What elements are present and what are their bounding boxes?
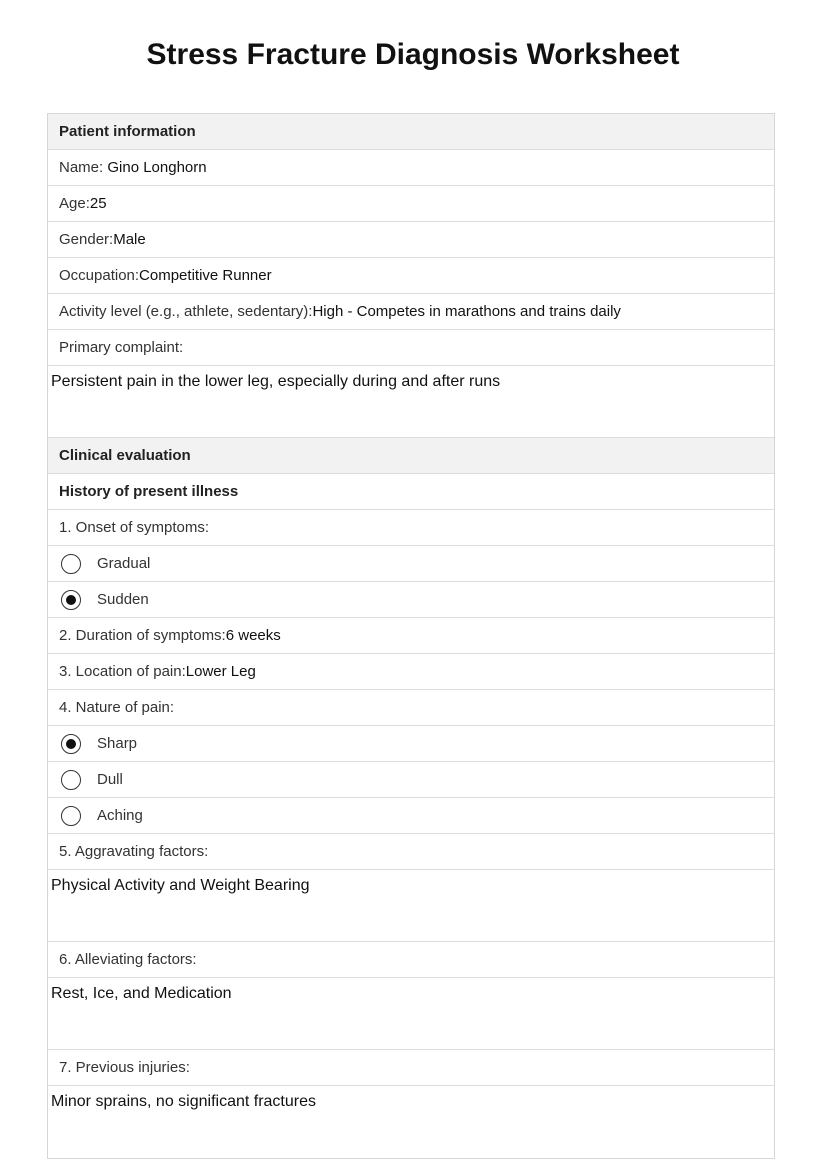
section-header-patient-information: Patient information [48, 114, 774, 150]
nature-option-label: Aching [97, 807, 143, 824]
nature-option-label: Dull [97, 771, 123, 788]
name-label: Name: [59, 159, 108, 176]
location-label: 3. Location of pain: [59, 663, 186, 680]
nature-option-sharp[interactable] [48, 726, 774, 762]
section-header-clinical-evaluation: Clinical evaluation [48, 438, 774, 474]
subsection-history-of-present-illness: History of present illness [48, 474, 774, 510]
nature-option-label: Sharp [97, 735, 138, 752]
age-row [48, 186, 774, 222]
activity-level-field[interactable]: High - Competes in marathons and trains daily [312, 303, 621, 320]
duration-field[interactable]: 6 weeks [225, 627, 281, 644]
previous-injuries-label: 7. Previous injuries: [59, 1059, 190, 1076]
onset-label: 1. Onset of symptoms: [59, 519, 210, 536]
previous-injuries-field[interactable]: Minor sprains, no significant fractures [51, 1093, 316, 1110]
radio-button-sharp[interactable] [61, 734, 81, 754]
duration-row [48, 618, 774, 654]
radio-button-gradual[interactable] [61, 554, 81, 574]
alleviating-factors-row [48, 942, 774, 978]
radio-selected-dot [66, 595, 76, 605]
location-row [48, 654, 774, 690]
onset-option-label: Gradual [97, 555, 151, 572]
aggravating-factors-field[interactable]: Physical Activity and Weight Bearing [48, 870, 774, 942]
gender-label: Gender: [59, 231, 114, 248]
nature-option-aching[interactable] [48, 798, 774, 834]
duration-label: 2. Duration of symptoms: [59, 627, 226, 644]
radio-button-dull[interactable] [61, 770, 81, 790]
onset-option-label: Sudden [97, 591, 149, 608]
location-field[interactable]: Lower Leg [185, 663, 256, 680]
name-field[interactable]: Gino Longhorn [107, 159, 207, 176]
radio-button-aching[interactable] [61, 806, 81, 826]
gender-row [48, 222, 774, 258]
worksheet-form [47, 113, 775, 1159]
primary-complaint-field[interactable]: Persistent pain in the lower leg, especially during and after runs [48, 366, 774, 438]
onset-option-sudden[interactable] [48, 582, 774, 618]
nature-option-dull[interactable] [48, 762, 774, 798]
aggravating-factors-row [48, 834, 774, 870]
occupation-row [48, 258, 774, 294]
nature-of-pain-label: 4. Nature of pain: [59, 699, 175, 716]
occupation-label: Occupation: [59, 267, 140, 284]
page-title: Stress Fracture Diagnosis Worksheet [146, 38, 680, 71]
onset-row [48, 510, 774, 546]
occupation-field[interactable]: Competitive Runner [139, 267, 272, 284]
radio-button-sudden[interactable] [61, 590, 81, 610]
activity-level-row [48, 294, 774, 330]
primary-complaint-label: Primary complaint: [59, 339, 184, 356]
activity-level-label: Activity level (e.g., athlete, sedentary): [59, 303, 313, 320]
alleviating-factors-label: 6. Alleviating factors: [59, 951, 197, 968]
nature-of-pain-row [48, 690, 774, 726]
name-row [48, 150, 774, 186]
primary-complaint-row [48, 330, 774, 366]
age-label: Age: [59, 195, 90, 212]
aggravating-factors-label: 5. Aggravating factors: [59, 843, 209, 860]
radio-selected-dot [66, 739, 76, 749]
gender-field[interactable]: Male [113, 231, 146, 248]
alleviating-factors-field[interactable]: Rest, Ice, and Medication [48, 978, 774, 1050]
onset-option-gradual[interactable] [48, 546, 774, 582]
age-field[interactable]: 25 [89, 195, 107, 212]
previous-injuries-row [48, 1050, 774, 1086]
